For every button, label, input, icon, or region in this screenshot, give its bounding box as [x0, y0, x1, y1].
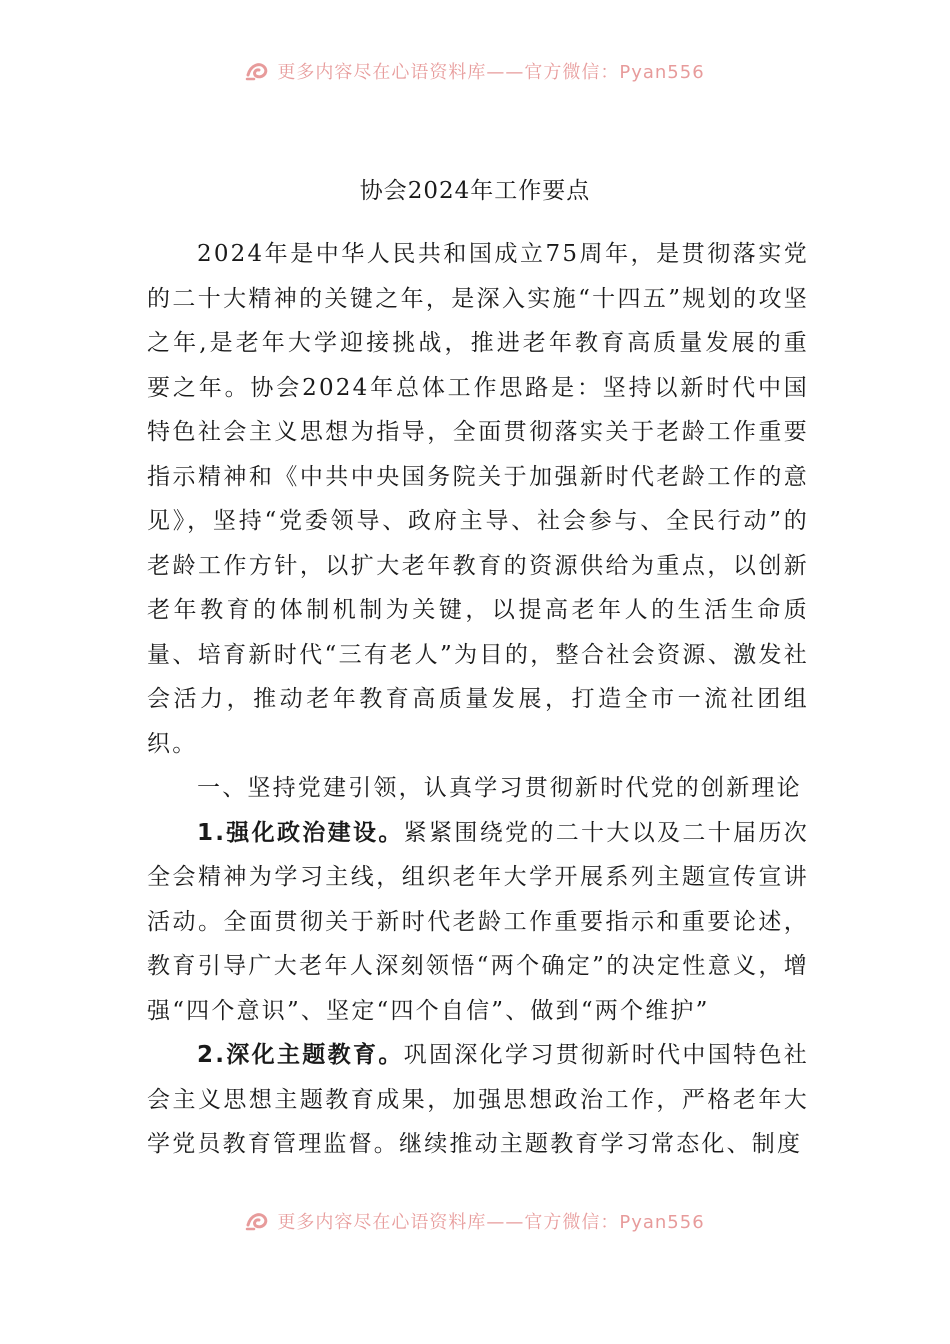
item-lead: 2.深化主题教育。 — [197, 1042, 404, 1068]
document-title: 协会2024年工作要点 — [359, 178, 591, 204]
header-watermark-text: 更多内容尽在心语资料库——官方微信：Pyan556 — [277, 62, 705, 83]
footer-watermark-text: 更多内容尽在心语资料库——官方微信：Pyan556 — [277, 1212, 705, 1233]
item-text: 紧紧围绕党的二十大以及二十届历次全会精神为学习主线，组织老年大学开展系列主题宣传宣讲活动。全面贯彻关于新时代老龄工作重要指示和重要论述，教育引导广大老年人深刻领悟“两个确定”的决定性意义，增强“四个意识”、坚定“四个自信”、做到“两个维护” — [147, 819, 809, 1024]
document-body — [147, 232, 809, 1167]
list-item — [147, 811, 809, 1034]
section-heading: 一、坚持党建引领，认真学习贯彻新时代党的创新理论 — [197, 775, 802, 801]
item-text: 巩固深化学习贯彻新时代中国特色社会主义思想主题教育成果，加强思想政治工作，严格老年大学党员教育管理监督。继续推动主题教育学习常态化、制度 — [147, 1042, 809, 1157]
header-watermark — [0, 58, 950, 87]
logo-swirl-icon — [245, 60, 271, 87]
item-lead: 1.强化政治建设。 — [197, 819, 404, 846]
logo-swirl-icon — [245, 1210, 271, 1237]
list-item — [147, 1033, 809, 1167]
intro-paragraph: 2024年是中华人民共和国成立75周年，是贯彻落实党的二十大精神的关键之年，是深入实施“十四五”规划的攻坚之年,是老年大学迎接挑战，推进老年教育高质量发展的重要之年。协会2024年总体工作思路是：坚持以新时代中国特色社会主义思想为指导，全面贯彻落实关于老龄工作重要指示精神和《中共中央国务院关于加强新时代老龄工作的意见》，坚持“党委领导、政府主导、社会参与、全民行动”的老龄工作方针，以扩大老年教育的资源供给为重点，以创新老年教育的体制机制为关键，以提高老年人的生活生命质量、培育新时代“三有老人”为目的，整合社会资源、激发社会活力，推动老年教育高质量发展，打造全市一流社团组织。 — [147, 241, 809, 757]
footer-watermark — [0, 1208, 950, 1237]
